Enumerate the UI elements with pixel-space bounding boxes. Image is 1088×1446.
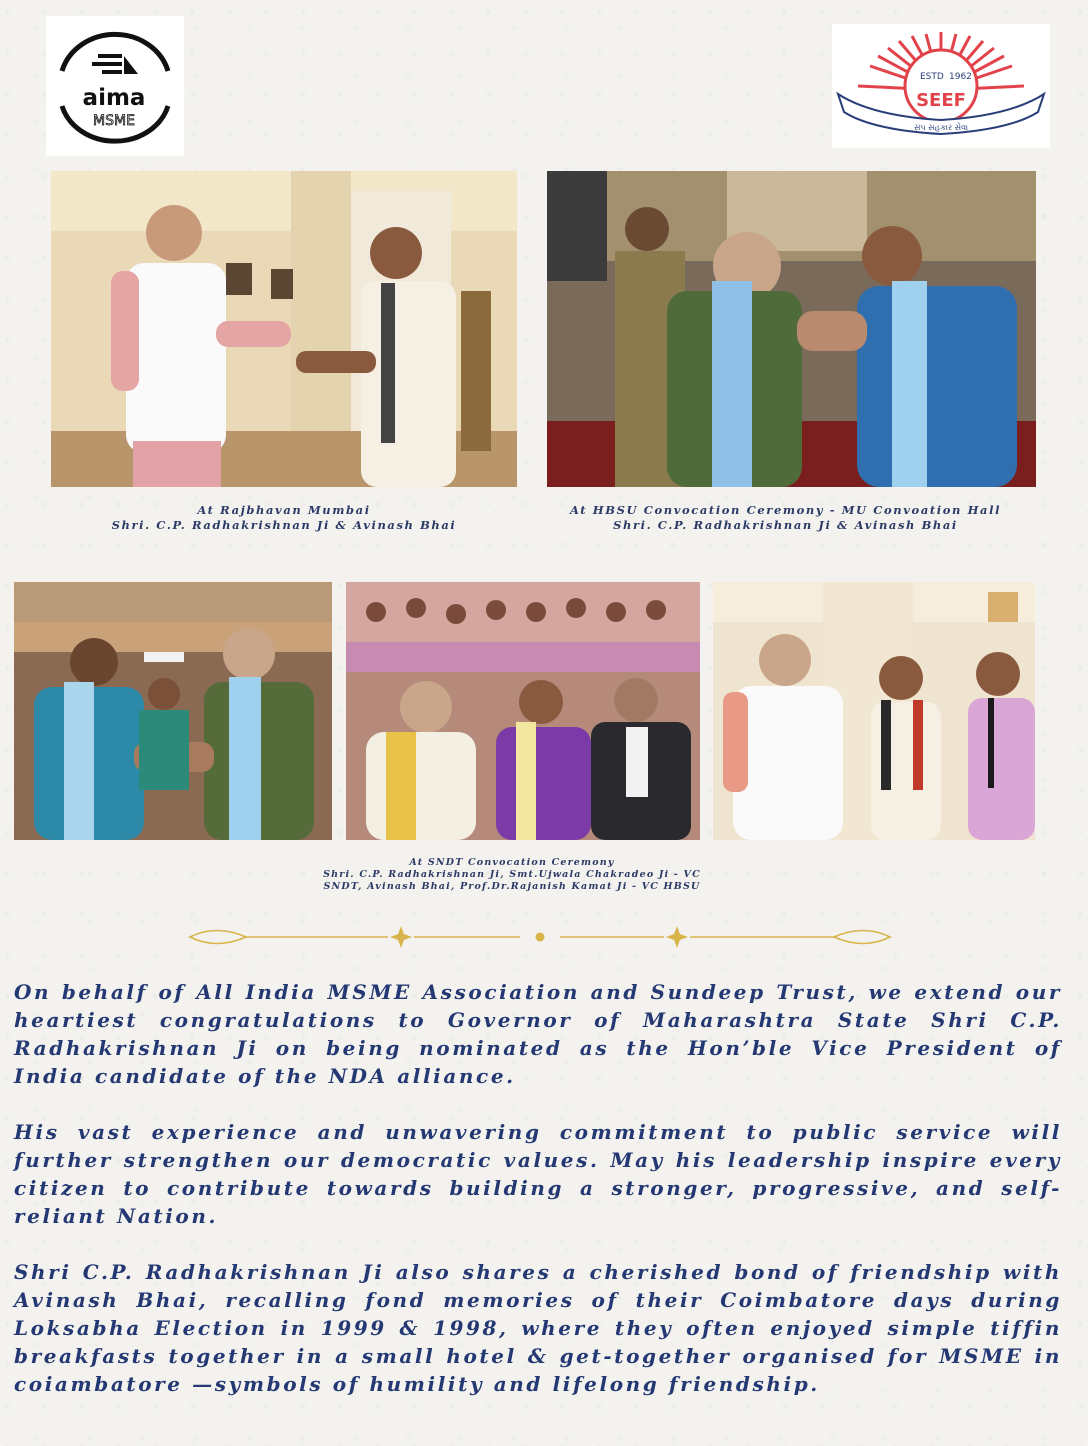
aima-logo-mark <box>46 16 184 156</box>
svg-text:ESTD: ESTD <box>920 72 944 82</box>
aima-msme-logo <box>46 16 184 156</box>
svg-text:SEEF: SEEF <box>916 90 966 111</box>
caption-sndt-line1: At SNDT Convocation Ceremony <box>409 857 615 868</box>
caption-sndt <box>300 857 724 893</box>
caption-hbsu-line1: At HBSU Convocation Ceremony - MU Convoation Hall <box>569 503 1002 517</box>
svg-text:aima: aima <box>82 85 146 111</box>
photo-sndt-2 <box>346 582 700 840</box>
caption-hbsu <box>541 503 1030 533</box>
svg-text:MSME: MSME <box>93 113 135 129</box>
photo-hbsu-convocation <box>547 171 1036 487</box>
caption-hbsu-line2: Shri. C.P. Radhakrishnan Ji & Avinash Bhai <box>613 518 958 532</box>
caption-rajbhavan <box>51 503 517 533</box>
caption-rajbhavan-line2: Shri. C.P. Radhakrishnan Ji & Avinash Bhai <box>111 518 457 532</box>
svg-text:સંપ સહકાર સેવા: સંપ સહકાર સેવા <box>913 123 969 132</box>
seef-logo <box>832 24 1050 148</box>
seef-logo-mark <box>832 24 1050 148</box>
paragraph-experience: His vast experience and unwavering commitment to public service will further strengthen our democratic values. May his leadership inspire every citizen to contribute towards building a stronger, progressive, and self-reliant Nation. <box>14 1120 1062 1228</box>
svg-text:1962: 1962 <box>949 72 972 82</box>
photo-sndt-1 <box>14 582 332 840</box>
photo-rajbhavan <box>51 171 517 487</box>
photo-sndt-3 <box>713 582 1035 840</box>
caption-sndt-line2: Shri. C.P. Radhakrishnan Ji, Smt.Ujwala Chakradeo Ji - VC <box>323 869 701 880</box>
caption-rajbhavan-line1: At Rajbhavan Mumbai <box>197 503 371 517</box>
paragraph-congratulations: On behalf of All India MSME Association and Sundeep Trust, we extend our heartiest congratulations to Governor of Maharashtra State Shri C.P. Radhakrishnan Ji on being nominated as the Hon’ble Vice President of India candidate of the NDA alliance. <box>14 980 1062 1088</box>
gold-ornament-divider <box>188 922 892 952</box>
paragraph-friendship: Shri C.P. Radhakrishnan Ji also shares a cherished bond of friendship with Avinash Bhai, recalling fond memories of their Coimbatore days during Loksabha Election in 1999 & 1998, where they often enjoyed simple tiffin breakfasts together in a small hotel & get-together organised for MSME in coiambatore —symbols of humility and lifelong friendship. <box>14 1260 1062 1396</box>
caption-sndt-line3: SNDT, Avinash Bhai, Prof.Dr.Rajanish Kamat Ji - VC HBSU <box>323 881 701 892</box>
